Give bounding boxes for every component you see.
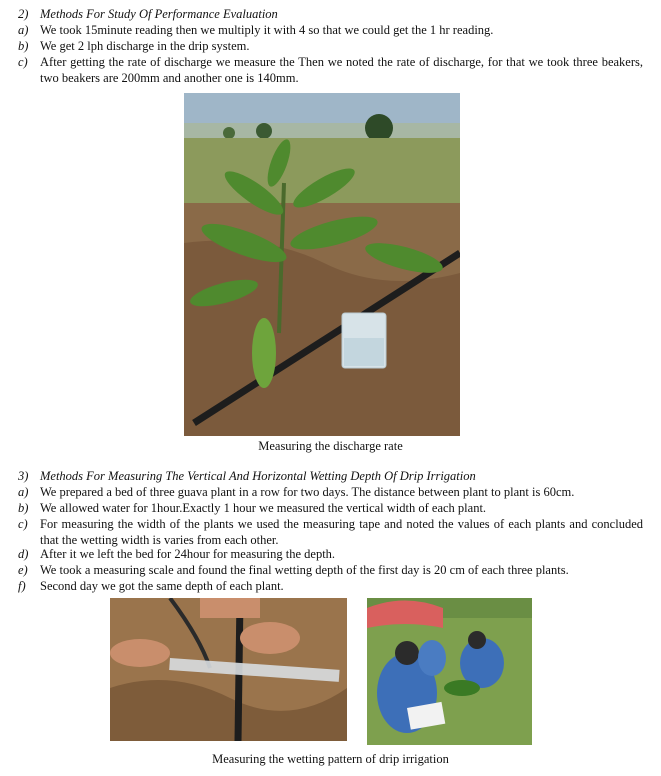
list-item-text: We prepared a bed of three guava plant in a row for two days. The distance between plant to plant is 60cm. bbox=[40, 485, 575, 499]
list-item-text: We allowed water for 1hour.Exactly 1 hour we measured the vertical width of each plant. bbox=[40, 501, 487, 515]
list-marker: b) bbox=[18, 39, 29, 53]
list-marker: a) bbox=[18, 23, 29, 37]
figure-caption-wetting: Measuring the wetting pattern of drip irrigation bbox=[212, 752, 449, 766]
list-marker: d) bbox=[18, 547, 29, 561]
discharge-photo bbox=[184, 93, 460, 436]
list-marker: c) bbox=[18, 55, 28, 69]
list-item-text: We took a measuring scale and found the final wetting depth of the first day is 20 cm of each three plants. bbox=[40, 563, 569, 577]
list-item-text: After getting the rate of discharge we measure the Then we noted the rate of discharge, for that we took three beakers, two beakers are 200mm and another one is 140mm. bbox=[40, 55, 643, 85]
list-marker: e) bbox=[18, 563, 28, 577]
section-3-title: Methods For Measuring The Vertical And Horizontal Wetting Depth Of Drip Irrigation bbox=[40, 469, 476, 483]
ruler-measurement-photo bbox=[110, 598, 347, 741]
section-2-number: 2) bbox=[18, 7, 29, 21]
section-3-number: 3) bbox=[18, 469, 29, 483]
list-marker: c) bbox=[18, 517, 28, 531]
list-item-text: For measuring the width of the plants we used the measuring tape and noted the values of each plants and concluded that the wetting width is varies from each other. bbox=[40, 517, 643, 547]
list-item-text: Second day we got the same depth of each plant. bbox=[40, 579, 284, 593]
list-item-text: We took 15minute reading then we multiply it with 4 so that we could get the 1 hr reading. bbox=[40, 23, 494, 37]
list-marker: f) bbox=[18, 579, 26, 593]
section-2-title: Methods For Study Of Performance Evaluation bbox=[40, 7, 278, 21]
list-item-text: After it we left the bed for 24hour for measuring the depth. bbox=[40, 547, 336, 561]
list-marker: a) bbox=[18, 485, 29, 499]
field-team-photo bbox=[367, 598, 532, 745]
figure-caption-discharge: Measuring the discharge rate bbox=[258, 439, 403, 453]
list-item-text: We get 2 lph discharge in the drip system. bbox=[40, 39, 250, 53]
list-marker: b) bbox=[18, 501, 29, 515]
